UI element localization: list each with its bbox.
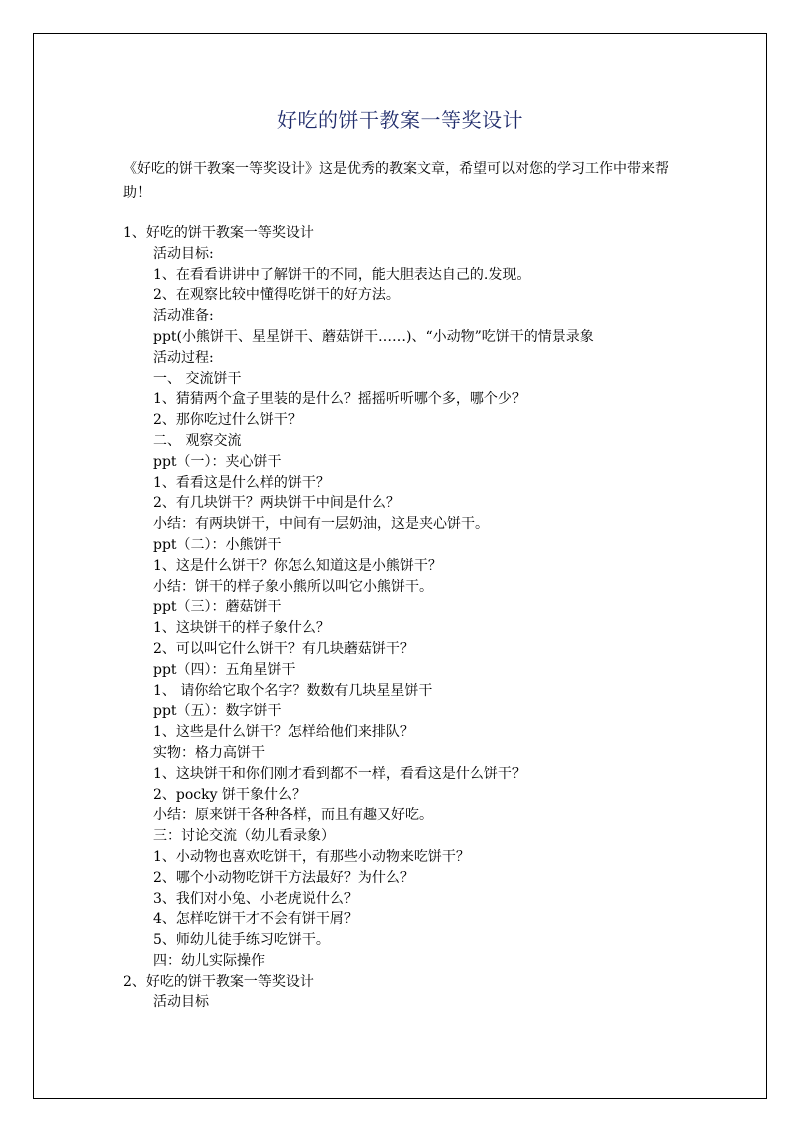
content-line: 2、可以叫它什么饼干？有几块蘑菇饼干？	[153, 640, 414, 657]
content-line: 四：幼儿实际操作	[153, 952, 265, 969]
content-line: ppt（四）：五角星饼干	[153, 661, 296, 678]
document-title: 好吃的饼干教案一等奖设计	[277, 108, 523, 132]
content-line: 1、这块饼干的样子象什么？	[153, 620, 330, 637]
content-line: 1、看看这是什么样的饼干？	[153, 474, 330, 491]
content-line: 1、这些是什么饼干？怎样给他们来排队？	[153, 724, 414, 741]
content-line: 2、好吃的饼干教案一等奖设计	[123, 973, 314, 990]
content-line: 活动准备:	[153, 308, 214, 325]
content-line: 二、 观察交流	[153, 432, 242, 449]
content-line: 4、怎样吃饼干才不会有饼干屑？	[153, 911, 358, 928]
content-line: 小结：饼干的样子象小熊所以叫它小熊饼干。	[153, 578, 433, 595]
content-line: 1、小动物也喜欢吃饼干，有那些小动物来吃饼干？	[153, 848, 470, 865]
content-line: 1、这是什么饼干？你怎么知道这是小熊饼干？	[153, 557, 442, 574]
content-line: 小结：原来饼干各种各样，而且有趣又好吃。	[153, 807, 433, 824]
intro-paragraph: 《好吃的饼干教案一等奖设计》这是优秀的教案文章，希望可以对您的学习工作中带来帮助！	[123, 161, 669, 201]
content-line: 2、那你吃过什么饼干？	[153, 412, 302, 429]
content-line: 三：讨论交流（幼儿看录象）	[153, 828, 335, 845]
content-line: 1、好吃的饼干教案一等奖设计	[123, 225, 314, 241]
content-line: 1、这块饼干和你们刚才看到都不一样，看看这是什么饼干？	[153, 765, 526, 782]
content-line: 1、在看看讲讲中了解饼干的不同，能大胆表达自己的.发现。	[153, 266, 531, 283]
content-line: 2、在观察比较中懂得吃饼干的好方法。	[153, 287, 400, 304]
content-line: ppt(小熊饼干、星星饼干、蘑菇饼干……)、“小动物”吃饼干的情景录象	[153, 328, 594, 345]
content-line: 2、pocky 饼干象什么？	[153, 786, 306, 803]
content-line: 2、哪个小动物吃饼干方法最好？为什么？	[153, 869, 414, 886]
content-lines	[123, 223, 693, 1013]
content-line: 1、 请你给它取个名字？数数有几块星星饼干	[153, 682, 433, 699]
content-line: ppt（五）：数字饼干	[153, 703, 282, 720]
content-line: 5、师幼儿徒手练习吃饼干。	[153, 932, 330, 949]
content-line: ppt（二）：小熊饼干	[153, 536, 282, 553]
content-line: 2、有几块饼干？两块饼干中间是什么？	[153, 495, 400, 512]
content-line: 3、我们对小兔、小老虎说什么？	[153, 890, 358, 907]
content-line: ppt（三）：蘑菇饼干	[153, 599, 282, 616]
content-line: 一、 交流饼干	[153, 370, 242, 387]
content-line: ppt（一）：夹心饼干	[153, 453, 282, 470]
content-line: 活动过程:	[153, 349, 214, 366]
content-line: 小结：有两块饼干，中间有一层奶油，这是夹心饼干。	[153, 516, 489, 533]
content-line: 实物：格力高饼干	[153, 744, 265, 761]
content-line: 活动目标:	[153, 245, 214, 262]
content-line: 1、猜猜两个盒子里装的是什么？摇摇听听哪个多，哪个少？	[153, 391, 526, 408]
content-line: 活动目标	[153, 994, 209, 1011]
